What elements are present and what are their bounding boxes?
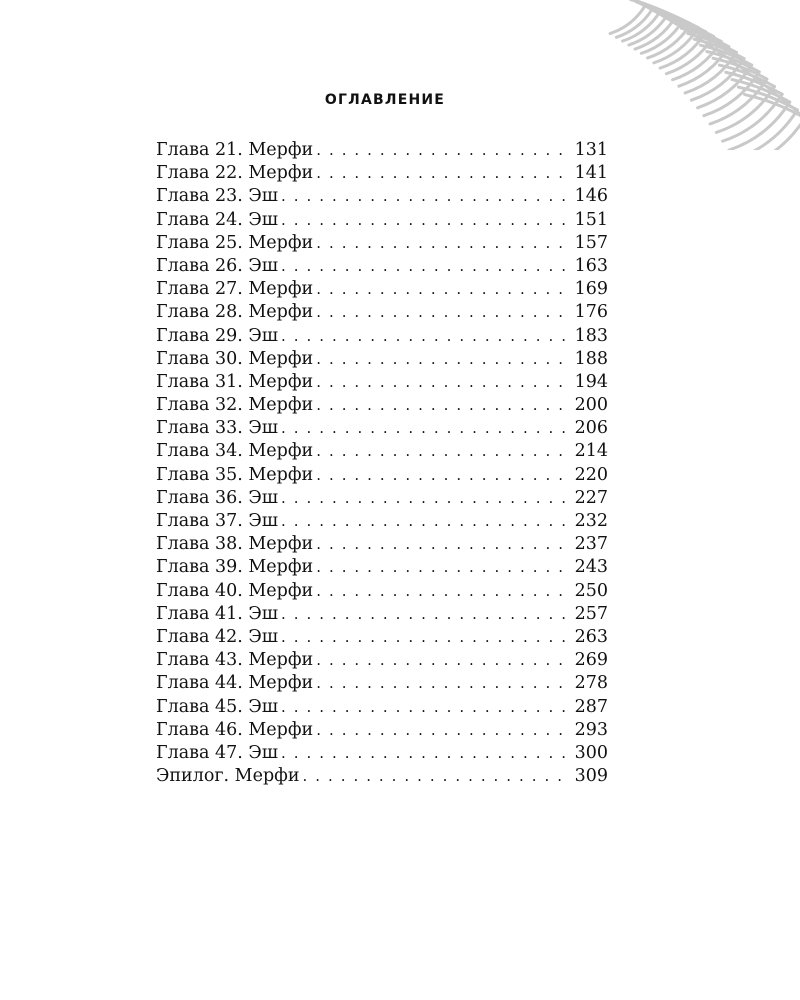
toc-entry-label: Глава 21. Мерфи — [156, 140, 314, 160]
toc-entry — [156, 371, 608, 394]
toc-entry-label: Глава 37. Эш — [156, 511, 279, 531]
toc-entry-label: Глава 34. Мерфи — [156, 441, 314, 462]
toc-entry — [156, 719, 608, 742]
toc-entry-page-number: 293 — [574, 719, 608, 740]
toc-entry — [156, 162, 608, 185]
toc-entry-page-number: 157 — [574, 232, 608, 253]
toc-entry — [156, 626, 608, 649]
toc-entry-label: Глава 25. Мерфи — [156, 232, 314, 253]
toc-entry-page-number: 287 — [574, 696, 608, 717]
toc-entry-label: Глава 23. Эш — [156, 186, 279, 207]
toc-dot-leader — [281, 696, 569, 719]
toc-entry-label: Глава 47. Эш — [156, 742, 279, 763]
toc-entry — [156, 255, 608, 278]
toc-dot-leader — [316, 139, 568, 162]
toc-dot-leader — [316, 649, 568, 672]
toc-entry-page-number: 269 — [574, 650, 608, 671]
toc-dot-leader — [281, 185, 569, 208]
toc-entry-label: Глава 28. Мерфи — [156, 302, 314, 323]
toc-entry-page-number: 257 — [574, 603, 608, 624]
toc-entry-page-number: 263 — [574, 626, 608, 647]
table-of-contents-title: ОГЛАВЛЕНИЕ — [324, 92, 446, 108]
toc-entry — [156, 417, 608, 440]
toc-entry-label: Глава 36. Эш — [156, 487, 279, 508]
toc-entry-label: Глава 27. Мерфи — [156, 279, 314, 300]
toc-entry-page-number: 176 — [574, 302, 608, 323]
toc-entry-page-number: 131 — [574, 140, 608, 160]
toc-entry-page-number: 146 — [574, 186, 608, 207]
toc-entry-label: Глава 33. Эш — [156, 418, 279, 439]
toc-dot-leader — [316, 371, 568, 394]
toc-entry — [156, 510, 608, 533]
toc-entry-page-number: 151 — [574, 209, 608, 230]
toc-entry-page-number: 220 — [574, 464, 608, 485]
toc-entry-label: Глава 40. Мерфи — [156, 580, 314, 601]
toc-entry-label: Глава 30. Мерфи — [156, 348, 314, 369]
toc-entry-label: Глава 29. Эш — [156, 325, 279, 346]
toc-dot-leader — [281, 209, 569, 232]
toc-dot-leader — [281, 325, 569, 348]
toc-dot-leader — [281, 417, 569, 440]
toc-entry-label: Глава 39. Мерфи — [156, 557, 314, 578]
toc-entry-page-number: 300 — [574, 742, 608, 763]
toc-list — [156, 139, 608, 788]
toc-dot-leader — [316, 440, 568, 463]
toc-entry — [156, 672, 608, 695]
toc-dot-leader — [281, 487, 569, 510]
toc-entry-label: Глава 44. Мерфи — [156, 673, 314, 694]
toc-entry-label: Глава 38. Мерфи — [156, 534, 314, 555]
toc-entry — [156, 487, 608, 510]
toc-entry — [156, 209, 608, 232]
toc-entry — [156, 278, 608, 301]
toc-entry-page-number: 232 — [574, 511, 608, 531]
toc-entry-page-number: 163 — [574, 255, 608, 276]
toc-entry — [156, 232, 608, 255]
toc-dot-leader — [316, 348, 568, 371]
toc-dot-leader — [281, 626, 569, 649]
toc-dot-leader — [281, 510, 569, 533]
toc-entry-label: Глава 32. Мерфи — [156, 395, 314, 416]
toc-dot-leader — [316, 556, 568, 579]
toc-entry-page-number: 188 — [574, 348, 608, 369]
toc-entry — [156, 185, 608, 208]
toc-entry-page-number: 183 — [574, 325, 608, 346]
toc-dot-leader — [316, 394, 568, 417]
toc-entry-label: Глава 45. Эш — [156, 696, 279, 717]
toc-entry — [156, 580, 608, 603]
toc-entry-page-number: 141 — [574, 163, 608, 184]
toc-dot-leader — [316, 278, 568, 301]
toc-entry-page-number: 206 — [574, 418, 608, 439]
toc-dot-leader — [316, 719, 568, 742]
toc-dot-leader — [281, 603, 569, 626]
toc-dot-leader — [281, 255, 569, 278]
toc-entry-page-number: 169 — [574, 279, 608, 300]
toc-dot-leader — [316, 533, 568, 556]
toc-entry-label: Глава 46. Мерфи — [156, 719, 314, 740]
toc-entry-page-number: 237 — [574, 534, 608, 555]
toc-dot-leader — [316, 232, 568, 255]
toc-entry-page-number: 194 — [574, 371, 608, 392]
toc-entry-page-number: 227 — [574, 487, 608, 508]
toc-entry — [156, 649, 608, 672]
toc-entry-label: Глава 22. Мерфи — [156, 163, 314, 184]
toc-entry-label: Глава 35. Мерфи — [156, 464, 314, 485]
toc-entry — [156, 556, 608, 579]
toc-entry-page-number: 278 — [574, 673, 608, 694]
toc-entry-page-number: 250 — [574, 580, 608, 601]
toc-dot-leader — [316, 672, 568, 695]
toc-dot-leader — [316, 162, 568, 185]
palm-leaf-icon — [605, 0, 800, 150]
toc-entry — [156, 348, 608, 371]
toc-entry-label: Эпилог. Мерфи — [156, 766, 300, 787]
toc-entry — [156, 533, 608, 556]
toc-dot-leader — [316, 464, 568, 487]
toc-entry — [156, 464, 608, 487]
toc-entry — [156, 325, 608, 348]
toc-dot-leader — [303, 765, 569, 788]
toc-entry-label: Глава 24. Эш — [156, 209, 279, 230]
toc-dot-leader — [316, 580, 568, 603]
toc-entry — [156, 139, 608, 162]
toc-entry-label: Глава 41. Эш — [156, 603, 279, 624]
toc-entry — [156, 440, 608, 463]
toc-entry-label: Глава 43. Мерфи — [156, 650, 314, 671]
toc-entry — [156, 301, 608, 324]
toc-entry — [156, 742, 608, 765]
toc-entry — [156, 696, 608, 719]
toc-entry-page-number: 309 — [574, 766, 608, 787]
toc-dot-leader — [281, 742, 569, 765]
toc-entry-label: Глава 42. Эш — [156, 626, 279, 647]
toc-entry — [156, 765, 608, 788]
toc-entry-page-number: 214 — [574, 441, 608, 462]
toc-entry-page-number: 200 — [574, 395, 608, 416]
toc-entry-page-number: 243 — [574, 557, 608, 578]
toc-entry — [156, 394, 608, 417]
toc-dot-leader — [316, 301, 568, 324]
toc-entry-label: Глава 31. Мерфи — [156, 371, 314, 392]
toc-entry-label: Глава 26. Эш — [156, 255, 279, 276]
toc-entry — [156, 603, 608, 626]
